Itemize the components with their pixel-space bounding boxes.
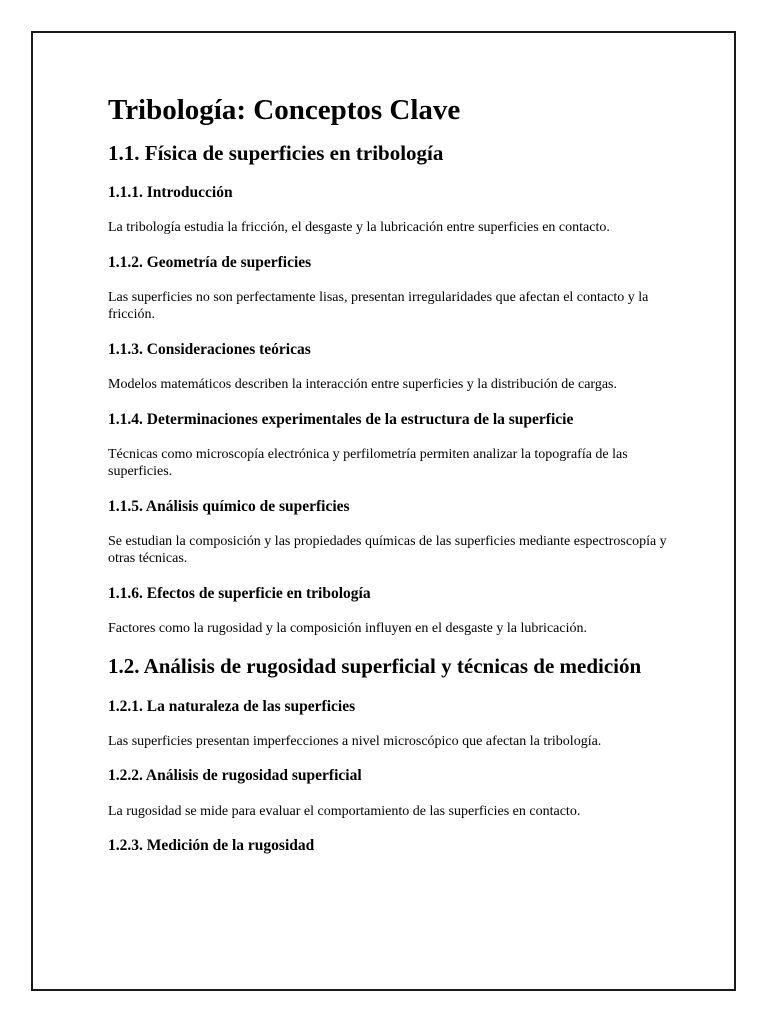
document-title: Tribología: Conceptos Clave bbox=[108, 94, 461, 126]
subsection-heading: 1.1.1. Introducción bbox=[108, 184, 233, 202]
section-heading: 1.2. Análisis de rugosidad superficial y técnicas de medición bbox=[108, 654, 642, 679]
subsection-text: Técnicas como microscopía electrónica y perfilometría permiten analizar la topografía de las superficies. bbox=[108, 446, 628, 480]
subsection-text: Modelos matemáticos describen la interacción entre superficies y la distribución de cargas. bbox=[108, 377, 618, 393]
section-heading: 1.1. Física de superficies en tribología bbox=[108, 140, 444, 165]
document-content bbox=[108, 93, 668, 872]
subsection-heading: 1.1.6. Efectos de superficie en tribología bbox=[108, 584, 371, 602]
subsection-heading: 1.2.3. Medición de la rugosidad bbox=[108, 837, 315, 855]
subsection-text: Las superficies no son perfectamente lisas, presentan irregularidades que afectan el contacto y la fricción. bbox=[108, 289, 649, 323]
subsection-heading: 1.1.2. Geometría de superficies bbox=[108, 253, 312, 271]
subsection-heading: 1.2.1. La naturaleza de las superficies bbox=[108, 697, 356, 715]
document-page bbox=[31, 31, 736, 991]
subsection-heading: 1.1.3. Consideraciones teóricas bbox=[108, 340, 311, 358]
subsection-heading: 1.2.2. Análisis de rugosidad superficial bbox=[108, 767, 362, 785]
subsection-heading: 1.1.5. Análisis químico de superficies bbox=[108, 497, 350, 515]
subsection-text: Se estudian la composición y las propiedades químicas de las superficies mediante espectroscopía y otras técnicas. bbox=[108, 533, 667, 567]
subsection-text: Factores como la rugosidad y la composición influyen en el desgaste y la lubricación. bbox=[108, 620, 587, 636]
subsection-text: Las superficies presentan imperfecciones a nivel microscópico que afectan la tribología. bbox=[108, 733, 602, 749]
subsection-text: La rugosidad se mide para evaluar el comportamiento de las superficies en contacto. bbox=[108, 803, 581, 819]
subsection-heading: 1.1.4. Determinaciones experimentales de la estructura de la superficie bbox=[108, 410, 574, 428]
subsection-text: La tribología estudia la fricción, el desgaste y la lubricación entre superficies en contacto. bbox=[108, 220, 610, 236]
